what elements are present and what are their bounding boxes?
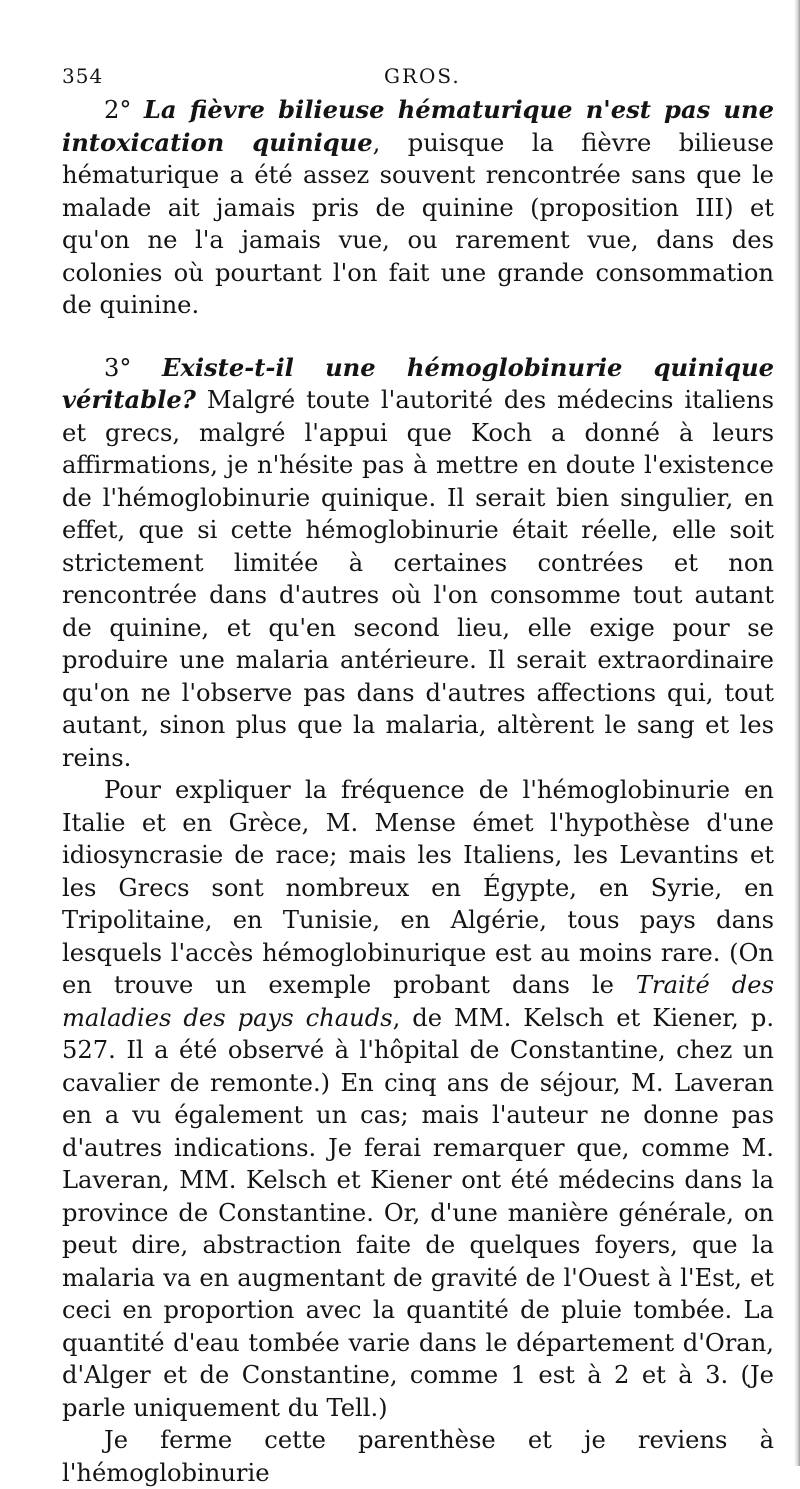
- paragraph-body-before: Pour expliquer la fréquence de l'hémoglobinurie en Italie et en Grèce, M. Mense émet l'hypothèse d'une idiosyncrasie de race; mais les Italiens, les Levantins et les Grecs sont nombreux en Égypte, en Syrie, en Tripolitaine, en Tunisie, en Algérie, tous pays dans lesquels l'accès hémoglobinurique est au moins rare. (On en trouve un exemple probant dans le: [62, 776, 774, 999]
- paragraph-closing: [62, 1424, 774, 1489]
- paragraph-body-after: , de MM. Kelsch et Kiener, p. 527. Il a été observé à l'hôpital de Constantine, chez un cavalier de remonte.) En cinq ans de séjour, M. Laveran en a vu également un cas; mais l'auteur ne donne pas d'autres indications. Je ferai remarquer que, comme M. Laveran, MM. Kelsch et Kiener ont été médecins dans la province de Constantine. Or, d'une manière générale, on peut dire, abstraction faite de quelques foyers, que la malaria va en augmentant de gravité de l'Ouest à l'Est, et ceci en proportion avec la quantité de pluie tombée. La quantité d'eau tombée varie dans le département d'Oran, d'Alger et de Constantine, comme 1 est à 2 et à 3. (Je parle uniquement du Tell.): [62, 1003, 775, 1422]
- paragraph-body: Malgré toute l'autorité des médecins italiens et grecs, malgré l'appui que Koch a donné à leurs affirmations, je n'hésite pas à mettre en doute l'existence de l'hémoglobinurie quinique. Il serait bien singulier, en effet, que si cette hémoglobinurie était réelle, elle soit strictement limitée à certaines contrées et non rencontrée dans d'autres où l'on consomme tout autant de quinine, et qu'en second lieu, elle exige pour se produire une malaria antérieure. Il serait extraordinaire qu'on ne l'observe pas dans d'autres affections qui, tout autant, sinon plus que la malaria, altèrent le sang et les reins.: [62, 386, 774, 772]
- paragraph-heading: Existe-t-il une hémoglobinurie quinique véritable?: [62, 352, 774, 414]
- paragraph-heading: La fièvre bilieuse hématurique n'est pas une intoxication quinique: [62, 95, 774, 157]
- running-head: [62, 58, 774, 94]
- paragraph-number: 3°: [104, 353, 132, 382]
- running-title: GROS.: [384, 64, 461, 88]
- paragraph-3: [62, 352, 774, 775]
- paragraph-body: Je ferme cette parenthèse et je reviens à l'hémoglobinurie: [62, 1426, 774, 1487]
- paragraph-2: [62, 94, 774, 322]
- book-page: [62, 58, 774, 1489]
- scan-page-edge: [794, 0, 800, 1466]
- page-number: 354: [62, 64, 104, 88]
- book-citation: Traité des maladies des pays chauds: [62, 971, 774, 1032]
- paragraph-body: , puisque la fièvre bilieuse hématurique a été assez souvent rencontrée sans que le malade ait jamais pris de quinine (proposition III) et qu'on ne l'a jamais vue, ou rarement vue, dans des colonies où pourtant l'on fait une grande consommation de quinine.: [62, 128, 774, 319]
- paragraph-number: 2°: [104, 96, 132, 124]
- paragraph-mense: [62, 774, 774, 1424]
